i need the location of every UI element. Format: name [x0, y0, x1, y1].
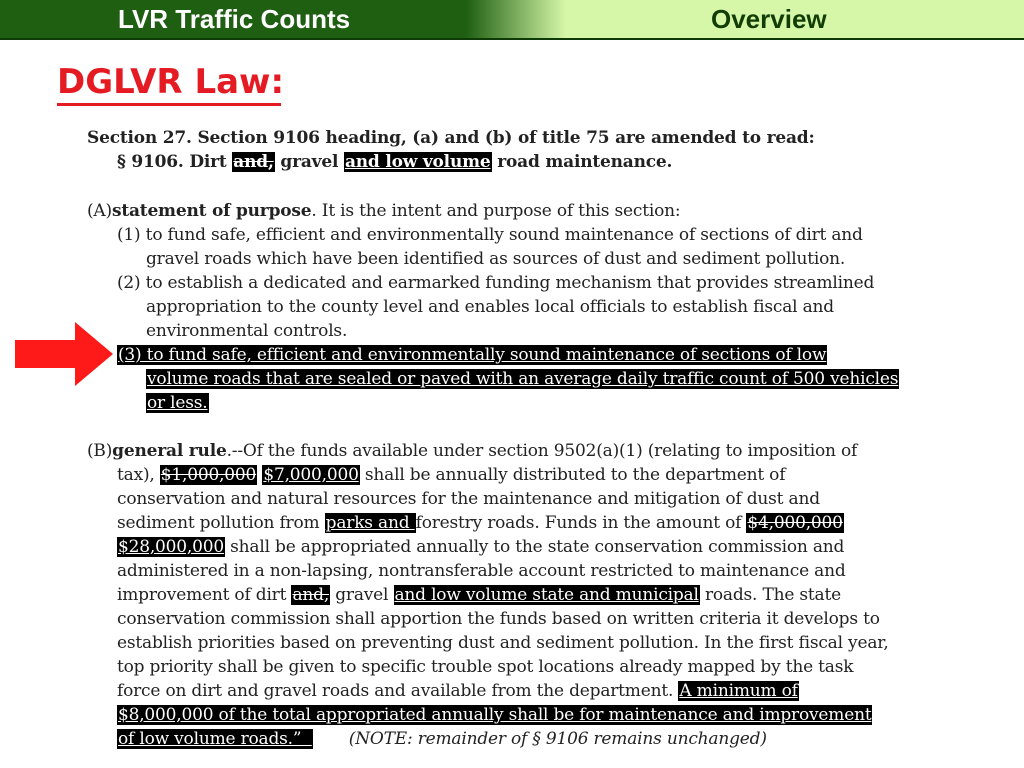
- purpose-item-2: (2) to establish a dedicated and earmarked funding mechanism that provides streamlined: [117, 273, 875, 293]
- inserted-text: or less.: [147, 393, 208, 413]
- subheading-struck-text: and,: [233, 152, 274, 172]
- inserted-text: parks and: [325, 513, 415, 533]
- inserted-text: $7,000,000: [263, 465, 359, 485]
- slide-title: DGLVR Law:: [57, 62, 285, 102]
- struck-text: $1,000,000: [160, 465, 257, 485]
- rule-text: shall be annually distributed to the department of: [359, 465, 786, 485]
- header-title: LVR Traffic Counts: [118, 4, 351, 34]
- struck-text: $4,000,000: [747, 513, 843, 533]
- inserted-text: A minimum of: [679, 681, 798, 701]
- rule-text: roads. The state: [699, 585, 841, 605]
- header-divider: [0, 38, 1024, 40]
- section-subheading: [117, 151, 672, 173]
- rule-text: improvement of dirt: [117, 585, 292, 605]
- purpose-item-1: (1) to fund safe, efficient and environmentally sound maintenance of sections of dirt and: [117, 225, 863, 245]
- purpose-intro: [87, 200, 680, 222]
- inserted-text: $8,000,000 of the total appropriated annually shall be for maintenance and improvement: [118, 705, 872, 725]
- rule-text: force on dirt and gravel roads and available from the department.: [117, 681, 679, 701]
- purpose-intro-text: . It is the intent and purpose of this section:: [311, 201, 681, 221]
- purpose-item-3-cont: [146, 368, 899, 390]
- purpose-heading: statement of purpose: [111, 201, 312, 221]
- struck-text: and,: [292, 585, 330, 605]
- header-gradient: [466, 0, 566, 40]
- rule-text: forestry roads. Funds in the amount of: [415, 513, 747, 533]
- rule-line: conservation and natural resources for the maintenance and mitigation of dust and: [117, 489, 820, 509]
- rule-line: [117, 536, 844, 558]
- section-heading: Section 27. Section 9106 heading, (a) and (b) of title 75 are amended to read:: [87, 128, 815, 148]
- rule-heading: general rule: [112, 441, 227, 461]
- subheading-inserted-text: and low volume: [344, 152, 491, 172]
- inserted-text: of low volume roads.”: [118, 729, 312, 749]
- rule-line: establish priorities based on preventing dust and sediment pollution. In the first fiscal year,: [117, 633, 889, 653]
- purpose-item-1-cont: gravel roads which have been identified as sources of dust and sediment pollution.: [146, 249, 846, 269]
- inserted-text: $28,000,000: [118, 537, 224, 557]
- header-section-label: Overview: [711, 4, 827, 34]
- rule-label: (B): [87, 441, 113, 461]
- red-arrow-icon: [15, 322, 115, 386]
- rule-line: [117, 512, 844, 534]
- subheading-text: gravel: [274, 152, 344, 172]
- rule-text: gravel: [330, 585, 394, 605]
- rule-line: conservation commission shall apportion the funds based on written criteria it develops to: [117, 609, 880, 629]
- inserted-text: and low volume state and municipal: [394, 585, 699, 605]
- rule-text: shall be appropriated annually to the state conservation commission and: [224, 537, 845, 557]
- inserted-text: volume roads that are sealed or paved with an average daily traffic count of 500 vehicles: [147, 369, 899, 389]
- rule-text: sediment pollution from: [117, 513, 325, 533]
- subheading-text: § 9106. Dirt: [117, 152, 233, 172]
- purpose-item-2-cont: appropriation to the county level and enables local officials to establish fiscal and: [146, 297, 834, 317]
- editor-note: (NOTE: remainder of § 9106 remains unchanged): [348, 729, 767, 749]
- rule-line: [87, 440, 857, 462]
- inserted-text: (3) to fund safe, efficient and environmentally sound maintenance of sections of low: [118, 345, 827, 365]
- rule-line: [117, 464, 785, 486]
- slide-title-underline: [57, 103, 281, 106]
- rule-text: tax),: [117, 465, 160, 485]
- rule-line: [117, 584, 841, 606]
- subheading-text: road maintenance.: [491, 152, 673, 172]
- rule-line: [117, 728, 767, 750]
- rule-line: [117, 680, 799, 702]
- rule-line: administered in a non-lapsing, nontransferable account restricted to maintenance and: [117, 561, 846, 581]
- purpose-item-3-cont: [146, 392, 209, 414]
- purpose-item-3: [117, 344, 827, 366]
- rule-line: top priority shall be given to specific trouble spot locations already mapped by the task: [117, 657, 854, 677]
- purpose-item-2-cont: environmental controls.: [146, 321, 348, 341]
- rule-line: [117, 704, 872, 726]
- rule-text: .--Of the funds available under section 9502(a)(1) (relating to imposition of: [226, 441, 858, 461]
- header-bar: [0, 0, 1024, 40]
- purpose-label: (A): [87, 201, 112, 221]
